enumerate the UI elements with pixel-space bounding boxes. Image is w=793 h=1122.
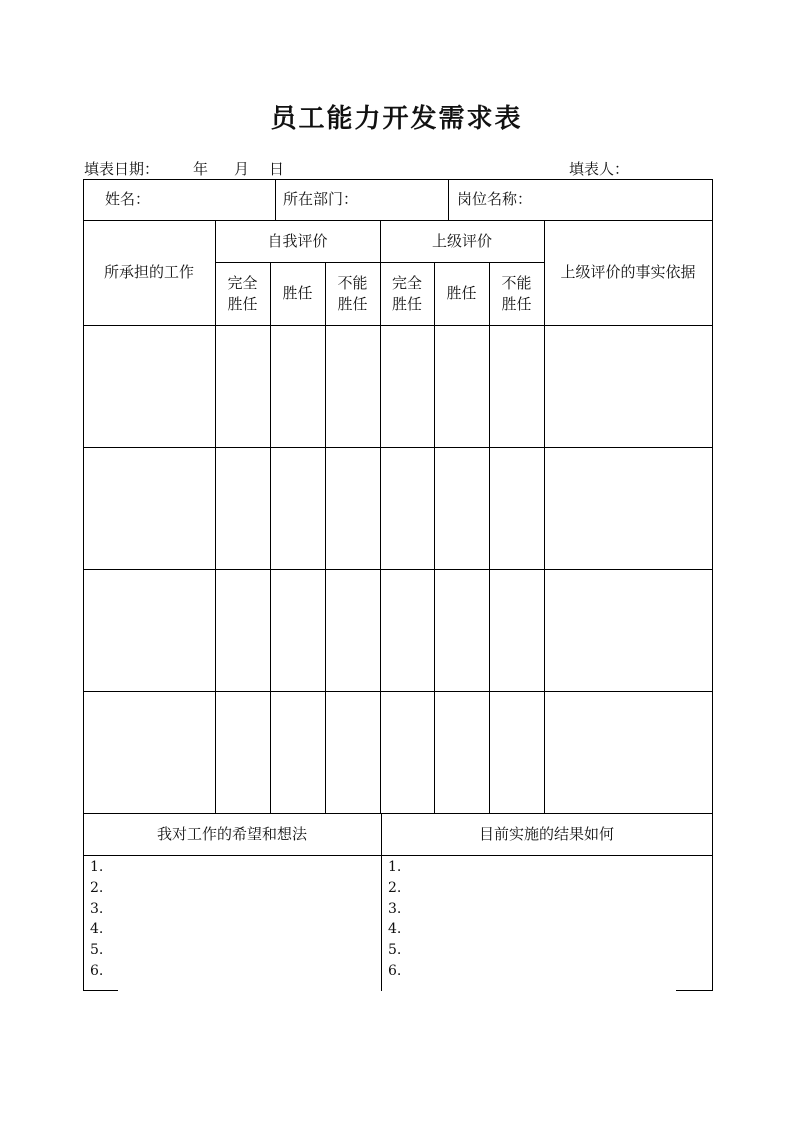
table-row[interactable] [84, 570, 712, 691]
results-list[interactable] [388, 857, 708, 982]
self-option-not-competent: 不能 胜任 [337, 273, 368, 313]
list-item: 1. [388, 859, 402, 875]
list-item: 3. [388, 900, 402, 917]
department-field[interactable]: 所在部门： [283, 190, 359, 208]
form-table [83, 179, 713, 991]
list-item: 2. [388, 879, 402, 896]
self-option-competent: 胜任 [282, 284, 313, 302]
fill-date [84, 158, 284, 179]
results-header: 目前实施的结果如何 [478, 824, 614, 843]
superior-eval-header: 上级评价 [431, 231, 492, 250]
superior-option-competent: 胜任 [446, 284, 477, 302]
hopes-list[interactable] [90, 857, 375, 982]
list-item: 5. [388, 942, 402, 959]
self-eval-header: 自我评价 [267, 231, 328, 250]
month-label: 月 [234, 160, 250, 178]
table-row[interactable] [84, 326, 712, 447]
filler-label: 填表人： [569, 160, 630, 178]
table-row[interactable] [84, 448, 712, 569]
fill-date-label: 填表日期： [84, 160, 160, 178]
hopes-header: 我对工作的希望和想法 [156, 824, 307, 843]
position-field[interactable]: 岗位名称： [457, 190, 533, 208]
evidence-header: 上级评价的事实依据 [560, 263, 696, 281]
year-label: 年 [193, 160, 209, 178]
list-item: 3. [90, 900, 104, 917]
day-label: 日 [269, 160, 285, 178]
superior-option-not-competent: 不能 胜任 [501, 273, 532, 313]
list-item: 4. [90, 921, 104, 938]
list-item: 4. [388, 921, 402, 938]
list-item: 6. [388, 962, 402, 979]
list-item: 6. [90, 962, 104, 979]
name-field[interactable]: 姓名： [105, 190, 151, 208]
page-title: 员工能力开发需求表 [270, 104, 523, 134]
table-row[interactable] [84, 692, 712, 813]
list-item: 2. [90, 879, 104, 896]
work-header: 所承担的工作 [103, 263, 194, 281]
list-item: 5. [90, 942, 104, 959]
list-item: 1. [90, 859, 104, 875]
superior-option-fully-competent: 完全 胜任 [391, 273, 422, 313]
self-option-fully-competent: 完全 胜任 [227, 273, 258, 313]
